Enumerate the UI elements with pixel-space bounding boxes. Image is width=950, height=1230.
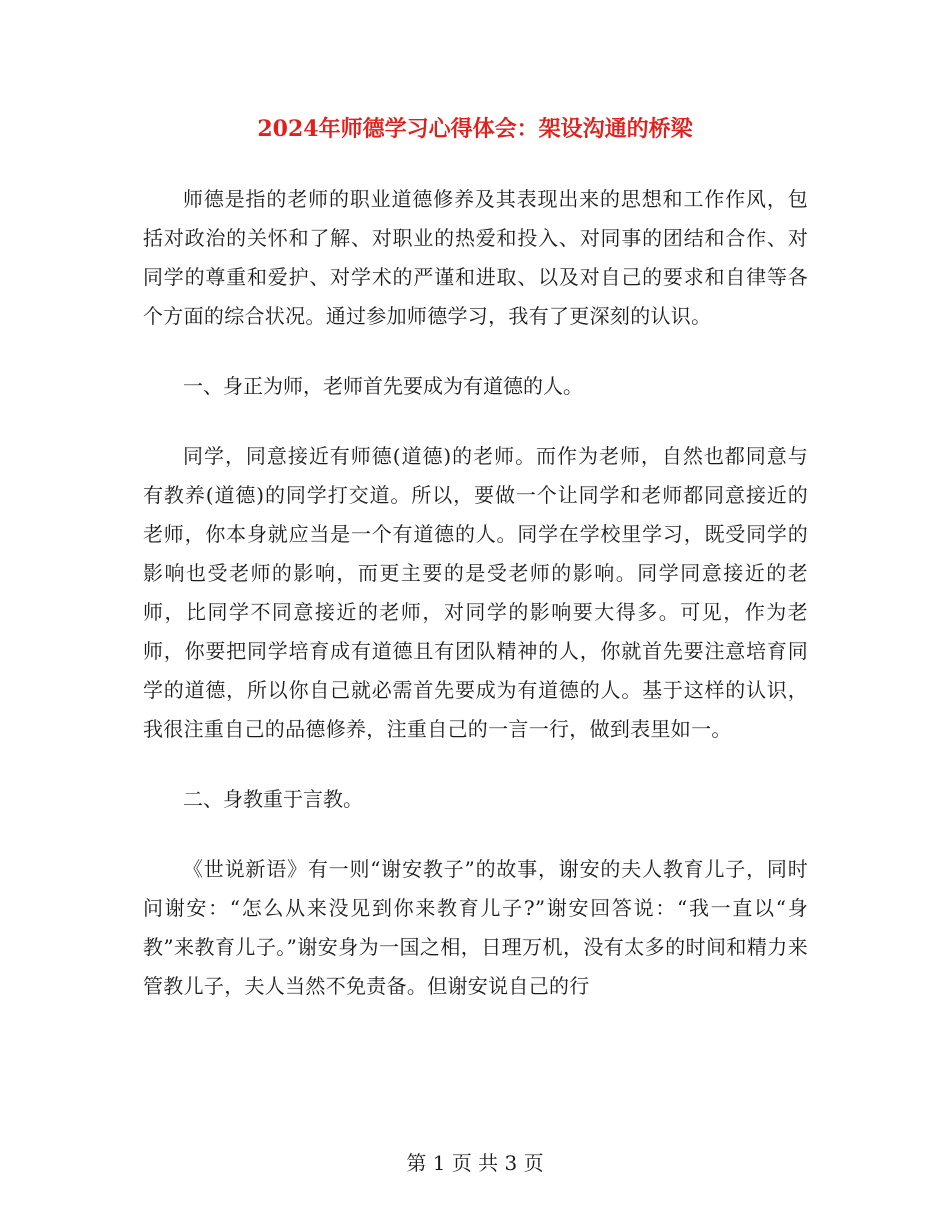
page-footer: 第 1 页 共 3 页 [406,1151,544,1175]
paragraph-section-1: 同学，同意接近有师德(道德)的老师。而作为老师，自然也都同意与有教养(道德)的同学打交道。所以，要做一个让同学和老师都同意接近的老师，你本身就应当是一个有道德的人。同学在学校里学习，既受同学的影响也受老师的影响，而更主要的是受老师的影响。同学同意接近的老师，比同学不同意接近的老师，对同学的影响要大得多。可见，作为老师，你要把同学培育成有道德且有团队精神的人，你就首先要注意培育同学的道德，所以你自己就必需首先要成为有道德的人。基于这样的认识，我很注重自己的品德修养，注重自己的一言一行，做到表里如一。 [143,444,808,741]
paragraph-section-2: 《世说新语》有一则“谢安教子”的故事，谢安的夫人教育儿子，同时问谢安：“怎么从来没见到你来教育儿子?”谢安回答说：“我一直以“身教”来教育儿子。”谢安身为一国之相，日理万机，没有太多的时间和精力来管教儿子，夫人当然不免责备。但谢安说自己的行 [143,857,808,998]
document-title: 2024年师德学习心得体会：架设沟通的桥梁 [257,116,693,142]
document-body [143,180,808,1037]
section-heading-1: 一、身正为师，老师首先要成为有道德的人。 [183,374,583,398]
section-heading-2: 二、身教重于言教。 [183,787,363,811]
paragraph-intro: 师德是指的老师的职业道德修养及其表现出来的思想和工作作风，包括对政治的关怀和了解、对职业的热爱和投入、对同事的团结和合作、对同学的尊重和爱护、对学术的严谨和进取、以及对自己的要求和自律等各个方面的综合状况。通过参加师德学习，我有了更深刻的认识。 [143,187,808,328]
